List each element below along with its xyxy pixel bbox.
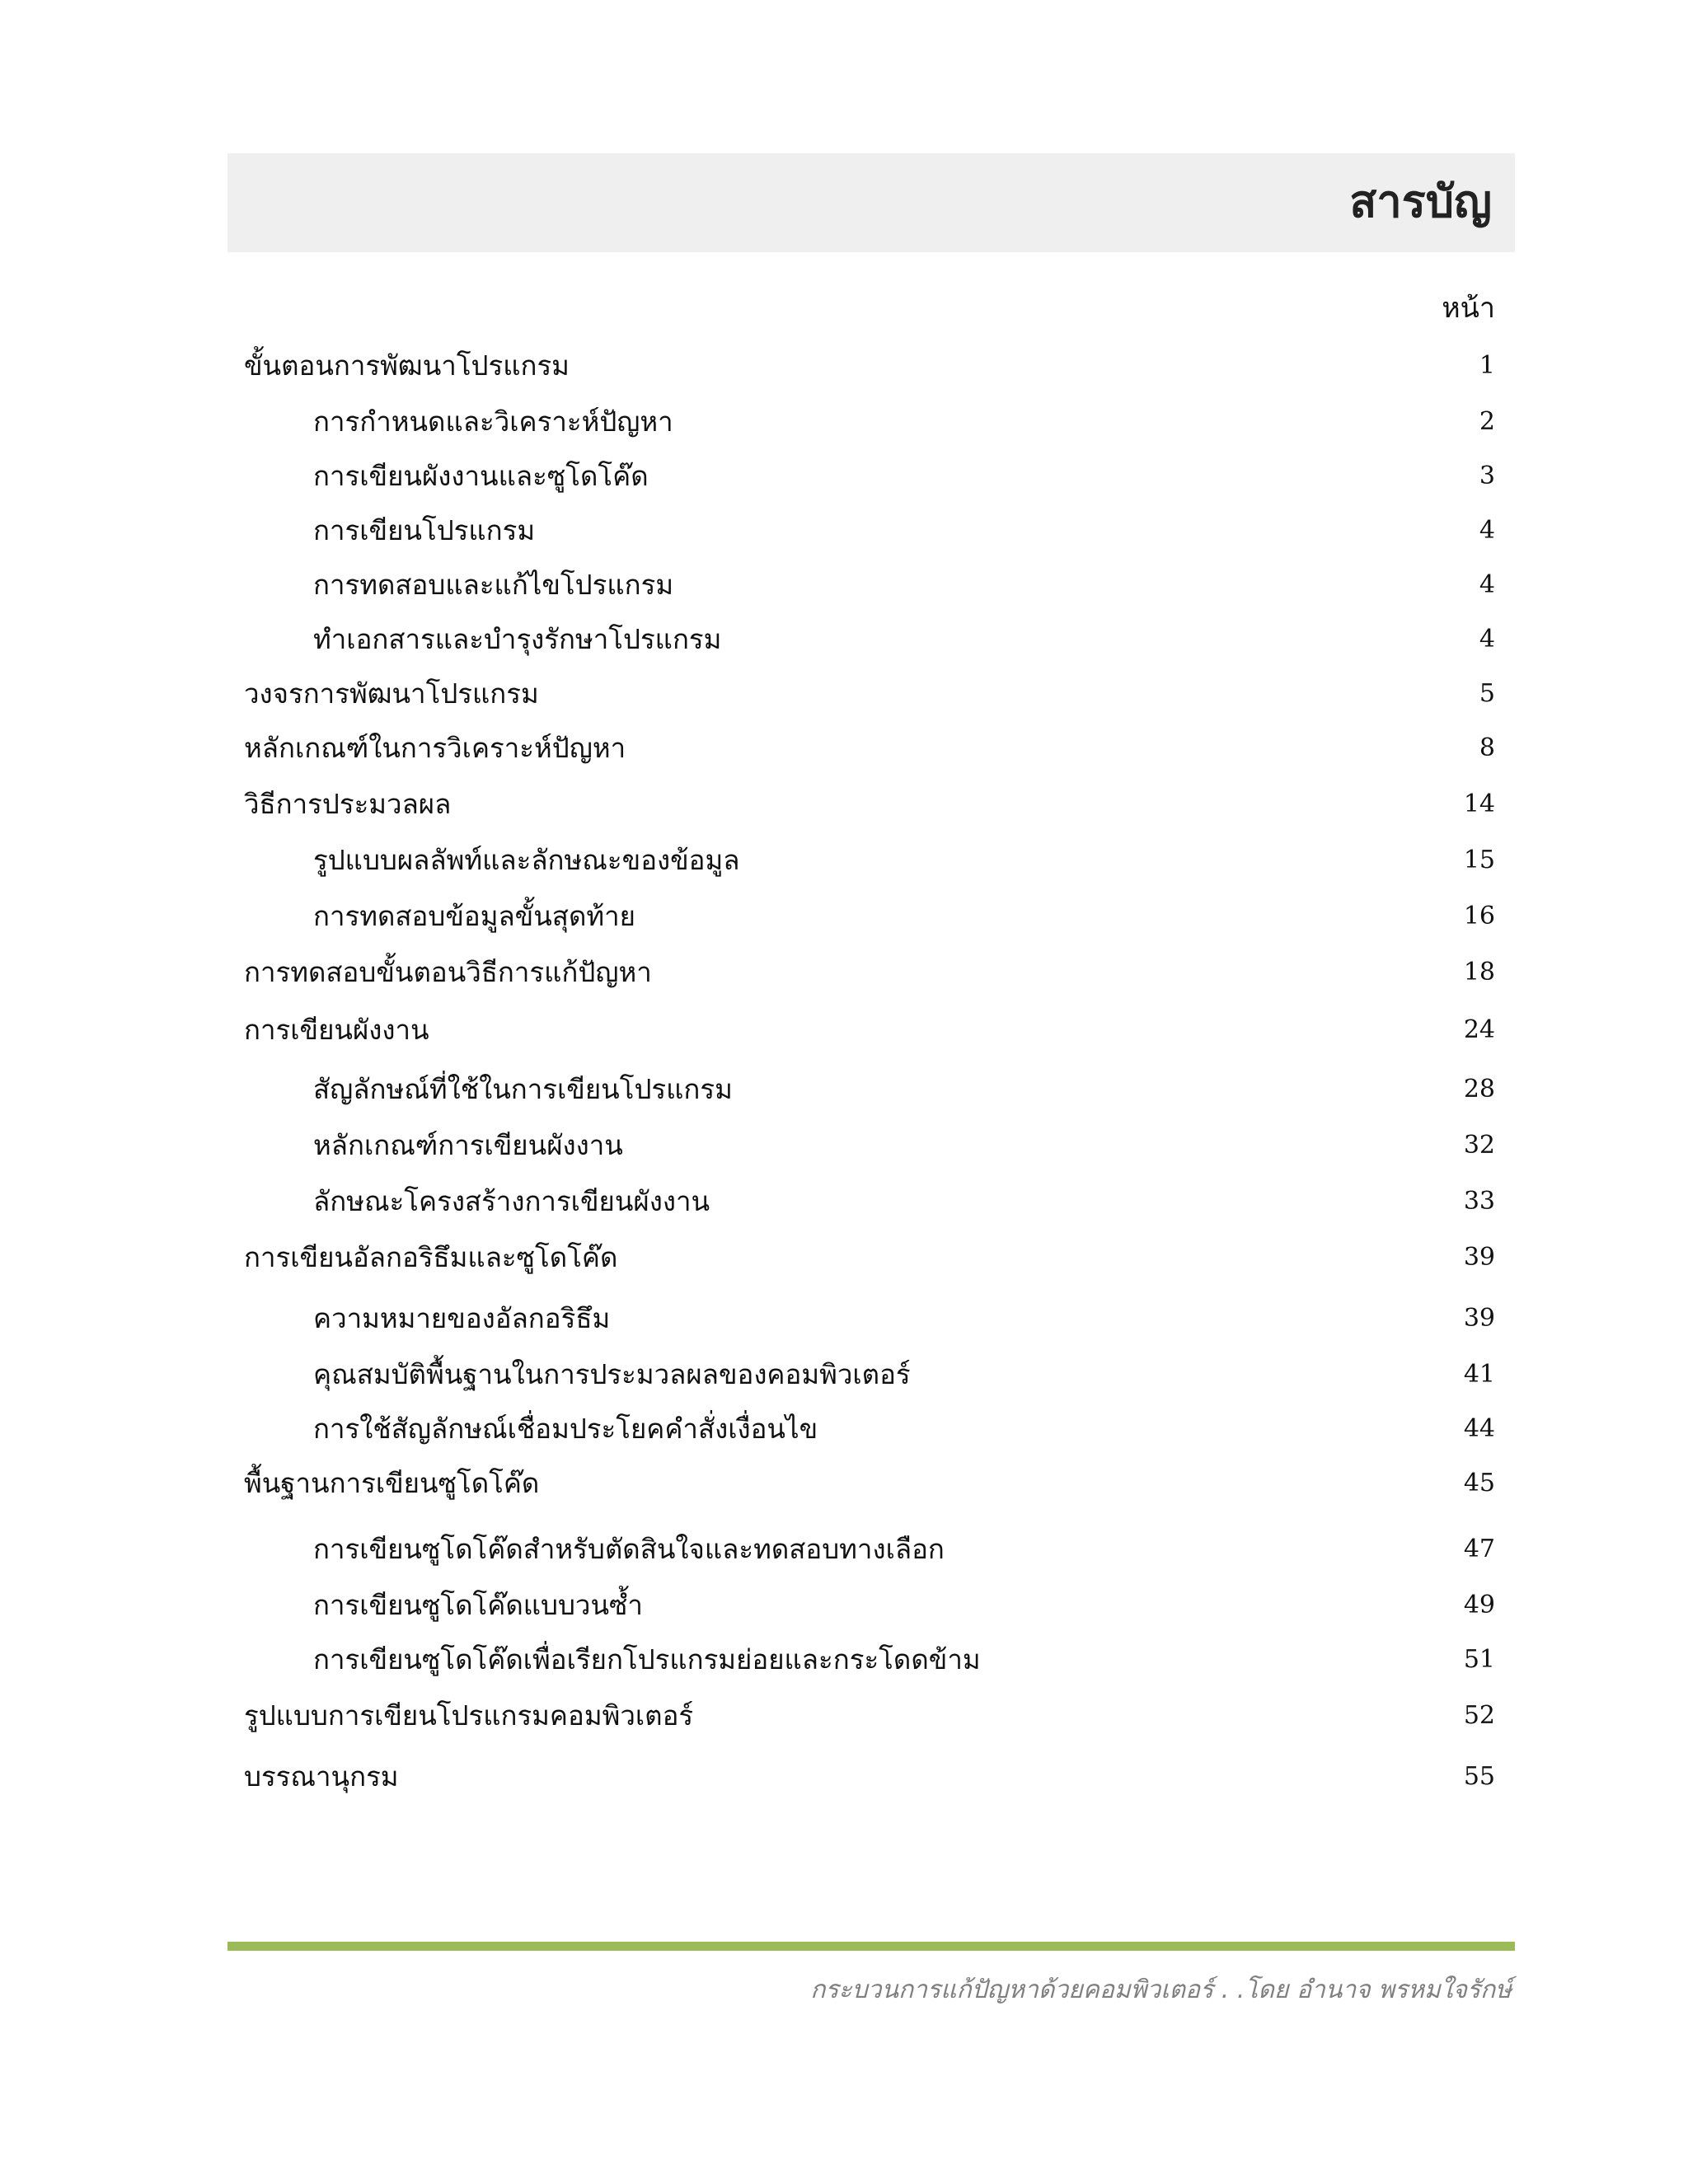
page-column-header: หน้า [1442, 292, 1495, 325]
toc-subentry [244, 452, 1495, 501]
toc-entry-label: ขั้นตอนการพัฒนาโปรแกรม [244, 349, 570, 382]
toc-entry [244, 669, 1495, 719]
toc-entry-page-number: 45 [1463, 1469, 1495, 1497]
toc-entry-page-number: 41 [1463, 1360, 1495, 1389]
toc-entry-label: การทดสอบและแก้ไขโปรแกรม [313, 569, 674, 601]
toc-entry [244, 948, 1495, 997]
toc-entry-label: วิธีการประมวลผล [244, 788, 452, 820]
toc-entry [244, 1752, 1495, 1802]
toc-entry-label: วงจรการพัฒนาโปรแกรม [244, 677, 539, 710]
toc-entry-label: การเขียนซูโดโค๊ดเพื่อเรียกโปรแกรมย่อยและกระโดดข้าม [313, 1643, 981, 1675]
toc-entry-label: รูปแบบการเขียนโปรแกรมคอมพิวเตอร์ [244, 1699, 694, 1732]
toc-entry-label: การเขียนผังงาน [244, 1014, 429, 1046]
toc-entry-page-number: 16 [1463, 902, 1495, 930]
toc-subentry [244, 1294, 1495, 1343]
toc-entry-page-number: 1 [1479, 351, 1495, 380]
toc-entry-label: บรรณานุกรม [244, 1760, 399, 1793]
toc-subentry [244, 1121, 1495, 1170]
page-title: สารบัญ [1349, 176, 1492, 227]
toc-subentry [244, 506, 1495, 555]
toc-entry-page-number: 55 [1463, 1762, 1495, 1791]
toc-subentry [244, 1350, 1495, 1399]
toc-entry-label: การทดสอบข้อมูลขั้นสุดท้าย [313, 900, 635, 932]
toc-entry-page-number: 33 [1463, 1187, 1495, 1216]
toc-entry [244, 780, 1495, 829]
toc-entry-label: การเขียนซูโดโค๊ดสำหรับตัดสินใจและทดสอบทางเลือก [313, 1533, 945, 1565]
toc-entry-page-number: 39 [1463, 1243, 1495, 1272]
toc-entry-page-number: 49 [1463, 1591, 1495, 1619]
toc-entry-page-number: 15 [1463, 846, 1495, 874]
toc-subentry [244, 892, 1495, 941]
toc-entry [244, 1691, 1495, 1741]
toc-subentry [244, 560, 1495, 610]
toc-subentry [244, 836, 1495, 885]
toc-subentry [244, 1177, 1495, 1226]
toc-entry-page-number: 47 [1463, 1535, 1495, 1563]
toc-entry-page-number: 39 [1463, 1304, 1495, 1333]
toc-entry-page-number: 4 [1479, 625, 1495, 654]
toc-subentry [244, 1581, 1495, 1630]
toc-subentry [244, 1525, 1495, 1574]
toc-entry-label: หลักเกณฑ์การเขียนผังงาน [313, 1129, 623, 1161]
toc-entry-label: หลักเกณฑ์ในการวิเคราะห์ปัญหา [244, 732, 626, 764]
toc-entry-label: ลักษณะโครงสร้างการเขียนผังงาน [313, 1185, 710, 1217]
toc-entry-page-number: 8 [1479, 733, 1495, 762]
toc-entry-label: การเขียนอัลกอริธึมและซูโดโค๊ด [244, 1241, 618, 1273]
toc-entry-label: การกำหนดและวิเคราะห์ปัญหา [313, 405, 673, 438]
toc-entry-label: การเขียนซูโดโค๊ดแบบวนซ้ำ [313, 1589, 643, 1621]
toc-entry-label: ทำเอกสารและบำรุงรักษาโปรแกรม [313, 623, 722, 655]
toc-subentry [244, 1404, 1495, 1454]
footer-text: กระบวนการแก้ปัญหาด้วยคอมพิวเตอร์ . .โดย อำนาจ พรหมใจรักษ์ [810, 1975, 1512, 2004]
toc-entry-label: ความหมายของอัลกอริธึม [313, 1302, 611, 1334]
toc-entry-page-number: 28 [1463, 1075, 1495, 1104]
toc-entry [244, 1005, 1495, 1055]
toc-entry-page-number: 3 [1479, 462, 1495, 490]
toc-entry-label: การทดสอบขั้นตอนวิธีการแก้ปัญหา [244, 956, 652, 988]
toc-subentry [244, 1635, 1495, 1685]
toc-entry-page-number: 4 [1479, 570, 1495, 599]
toc-entry [244, 1233, 1495, 1282]
toc-entry-page-number: 5 [1479, 679, 1495, 708]
toc-entry [244, 724, 1495, 773]
toc-entry-label: การเขียนโปรแกรม [313, 514, 536, 546]
toc-entry-label: สัญลักษณ์ที่ใช้ในการเขียนโปรแกรม [313, 1073, 733, 1105]
footer-rule [227, 1942, 1515, 1951]
toc-entry-label: รูปแบบผลลัพท์และลักษณะของข้อมูล [313, 844, 740, 876]
toc-entry-page-number: 51 [1463, 1645, 1495, 1674]
toc-entry-page-number: 24 [1463, 1015, 1495, 1044]
toc-entry [244, 1459, 1495, 1508]
toc-entry-page-number: 32 [1463, 1131, 1495, 1160]
toc-entry-label: การใช้สัญลักษณ์เชื่อมประโยคคำสั่งเงื่อนไข [313, 1413, 818, 1445]
toc-subentry [244, 615, 1495, 664]
toc-subentry [244, 1065, 1495, 1114]
toc-entry-page-number: 4 [1479, 516, 1495, 545]
toc-entry-label: การเขียนผังงานและซูโดโค๊ด [313, 460, 649, 492]
toc-entry-page-number: 44 [1463, 1414, 1495, 1443]
toc-entry-page-number: 18 [1463, 958, 1495, 987]
toc-entry [244, 341, 1495, 391]
toc-entry-page-number: 52 [1463, 1701, 1495, 1730]
toc-entry-label: คุณสมบัติพื้นฐานในการประมวลผลของคอมพิวเตอร์ [313, 1358, 911, 1390]
toc-subentry [244, 397, 1495, 447]
toc-entry-page-number: 14 [1463, 790, 1495, 818]
toc-entry-label: พื้นฐานการเขียนซูโดโค๊ด [244, 1467, 540, 1499]
toc-entry-page-number: 2 [1479, 407, 1495, 436]
title-band [227, 153, 1515, 252]
